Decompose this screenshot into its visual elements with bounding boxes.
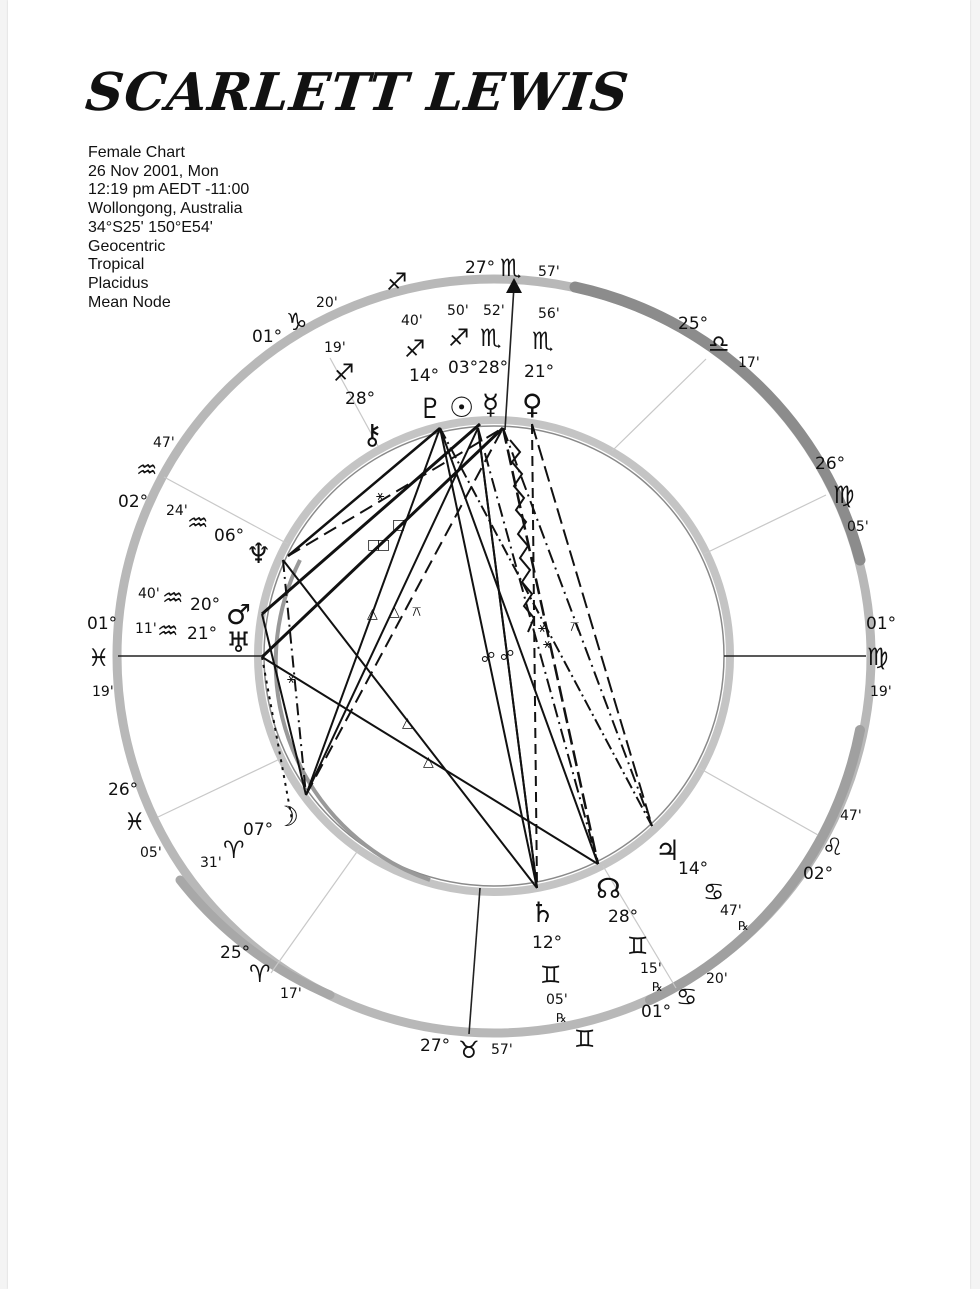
cusp-h11-sign-icon: ♎: [708, 330, 730, 358]
jupiter-icon: ♃: [655, 834, 681, 867]
cusp-ic-minutes: 57': [491, 1042, 513, 1058]
chart-title: SCARLETT LEWIS: [82, 62, 633, 123]
cusp-h5-degree: 25°: [220, 943, 251, 963]
trine-icon: △: [389, 604, 400, 620]
sextile-icon: ⚹: [543, 636, 552, 652]
north-node-minutes: 15': [640, 961, 662, 977]
cusp-dsc-minutes: 19': [92, 684, 114, 700]
mars-degree: 20°: [190, 595, 221, 615]
saturn-icon: ♄: [530, 896, 556, 929]
cusp-h8-sign-icon: ♒: [136, 456, 158, 484]
quincunx-icon: ⚻: [570, 619, 580, 635]
cusp-h6-degree: 26°: [108, 780, 139, 800]
cusp-mc-sign-icon: ♏: [500, 254, 522, 282]
uranus-icon: ♅: [226, 626, 252, 659]
cusp-h6-line: [158, 757, 284, 817]
square-icon: □: [367, 537, 381, 553]
trine-icon: △: [423, 754, 434, 770]
pluto-degree: 14°: [409, 366, 440, 386]
sun-icon: ☉: [449, 391, 475, 424]
mercury-minutes: 52': [483, 303, 505, 319]
saturn-minutes: 05': [546, 992, 568, 1008]
pluto-minutes: 40': [401, 313, 423, 329]
cusp-h5-minutes: 17': [280, 986, 302, 1002]
mars-minutes: 40': [138, 586, 160, 602]
cusp-h2-sign-icon: ♌: [822, 833, 844, 861]
neptune-sign-icon: ♒: [187, 509, 209, 537]
moon-sign-icon: ♈: [223, 836, 245, 864]
cusp-h11-line: [612, 359, 706, 451]
info-zodiac: Tropical: [88, 256, 145, 274]
cusp-h2-minutes: 47': [840, 808, 862, 824]
cusp-h11-degree: 25°: [678, 314, 709, 334]
jupiter-degree: 14°: [678, 859, 709, 879]
neptune-degree: 06°: [214, 526, 245, 546]
neptune-minutes: 24': [166, 503, 188, 519]
cusp-h12-line: [704, 495, 826, 554]
cusp-asc-minutes: 19': [870, 684, 892, 700]
square-icon: □: [392, 517, 406, 533]
cusp-h2-line: [699, 768, 818, 835]
aspect-line: [510, 440, 534, 632]
trine-icon: △: [402, 715, 413, 731]
sagittarius-sign-icon: ♐: [386, 268, 408, 296]
aspect-line: [532, 424, 652, 826]
cusp-h2-degree: 02°: [803, 864, 834, 884]
moon-icon: ☽: [274, 800, 300, 833]
opposition-icon: ☍: [481, 650, 496, 666]
jupiter-minutes: 47': [720, 903, 742, 919]
venus-degree: 21°: [524, 362, 555, 382]
info-chart-type: Female Chart: [88, 144, 185, 161]
cusp-dsc-sign-icon: ♓: [88, 644, 110, 672]
mercury-sign-icon: ♏: [480, 324, 502, 352]
pluto-icon: ♇: [418, 392, 444, 425]
cusp-h3-sign-icon: ♋: [676, 983, 698, 1011]
venus-icon: ♀: [522, 388, 543, 421]
sun-sign-icon: ♐: [448, 324, 470, 352]
north-node-icon: ☊: [596, 872, 621, 905]
cusp-asc-sign-icon: ♍: [867, 643, 889, 671]
planet-jupiter: [655, 834, 749, 933]
aspect-line: [478, 428, 598, 864]
info-centric: Geocentric: [88, 237, 166, 255]
sextile-icon: ⚹: [538, 620, 547, 636]
cusp-mc-minutes: 57': [538, 264, 560, 280]
planet-chiron: [324, 340, 383, 451]
planet-sun: [447, 303, 478, 424]
north-node-retrograde-icon: ℞: [652, 980, 663, 994]
square-icon: □: [377, 537, 391, 553]
saturn-retrograde-icon: ℞: [556, 1011, 567, 1025]
planet-north-node: [596, 872, 663, 994]
saturn-degree: 12°: [532, 933, 563, 953]
north-node-degree: 28°: [608, 907, 639, 927]
cusp-asc-degree: 01°: [866, 614, 897, 634]
cusp-h5-sign-icon: ♈: [249, 960, 271, 988]
trine-icon: △: [367, 606, 378, 622]
cusp-h9-minutes: 20': [316, 295, 338, 311]
cusp-h5-line: [271, 849, 359, 973]
cusp-h12-minutes: 05': [847, 519, 869, 535]
neptune-icon: ♆: [246, 537, 272, 570]
pluto-sign-icon: ♐: [404, 335, 426, 363]
jupiter-retrograde-icon: ℞: [738, 919, 749, 933]
planet-saturn: [530, 896, 568, 1025]
quincunx-icon: ⚻: [412, 604, 422, 620]
cusp-h8-degree: 02°: [118, 492, 149, 512]
planets: [135, 303, 749, 1053]
cusp-dsc-degree: 01°: [87, 614, 118, 634]
sextile-icon: ⚹: [287, 671, 296, 687]
planet-mercury: [478, 303, 508, 421]
mars-sign-icon: ♒: [162, 584, 184, 612]
info-time: 12:19 pm AEDT -11:00: [88, 181, 250, 199]
info-house-system: Placidus: [88, 274, 149, 292]
mercury-icon: ☿: [482, 388, 500, 421]
cusp-ic-degree: 27°: [420, 1036, 451, 1056]
info-coordinates: 34°S25' 150°E54': [88, 218, 213, 236]
sun-degree: 03°: [448, 358, 479, 378]
cusp-h3-degree: 01°: [641, 1002, 672, 1022]
cusp-h6-sign-icon: ♓: [124, 808, 146, 836]
sun-minutes: 50': [447, 303, 469, 319]
north-node-sign-icon: ♊: [627, 932, 649, 960]
planet-moon: [200, 800, 299, 871]
uranus-minutes: 11': [135, 621, 157, 637]
info-date: 26 Nov 2001, Mon: [88, 162, 219, 180]
cusp-mc-degree: 27°: [465, 258, 496, 278]
saturn-sign-icon: ♊: [540, 961, 562, 989]
info-node: Mean Node: [88, 293, 171, 311]
chiron-minutes: 19': [324, 340, 346, 356]
venus-sign-icon: ♏: [532, 327, 554, 355]
mercury-degree: 28°: [478, 358, 509, 378]
venus-minutes: 56': [538, 306, 560, 322]
jupiter-sign-icon: ♋: [703, 878, 725, 906]
imum-coeli-axis: [469, 888, 480, 1034]
uranus-degree: 21°: [187, 624, 218, 644]
uranus-sign-icon: ♒: [157, 617, 179, 645]
planet-neptune: [166, 503, 271, 570]
moon-degree: 07°: [243, 820, 274, 840]
cusp-h12-degree: 26°: [815, 454, 846, 474]
mars-icon: ♂: [226, 598, 252, 631]
cusp-h8-minutes: 47': [153, 435, 175, 451]
cusp-h9-sign-icon: ♑: [286, 308, 308, 336]
info-place: Wollongong, Australia: [88, 200, 243, 218]
cusp-h3-minutes: 20': [706, 971, 728, 987]
sextile-icon: ⚹: [376, 488, 385, 504]
aspect-line: [532, 424, 537, 888]
cusp-h6-minutes: 05': [140, 845, 162, 861]
planet-pluto: [401, 313, 443, 425]
opposition-icon: ☍: [500, 648, 515, 664]
cusp-h11-minutes: 17': [738, 355, 760, 371]
gemini-sign-icon: ♊: [574, 1025, 596, 1053]
planet-venus: [522, 306, 560, 421]
chiron-sign-icon: ♐: [333, 359, 355, 387]
chiron-degree: 28°: [345, 389, 376, 409]
cusp-h9-degree: 01°: [252, 327, 283, 347]
cusp-ic-sign-icon: ♉: [458, 1036, 480, 1064]
moon-minutes: 31': [200, 855, 222, 871]
chiron-icon: ⚷: [362, 418, 383, 451]
cusp-h12-sign-icon: ♍: [833, 481, 855, 509]
